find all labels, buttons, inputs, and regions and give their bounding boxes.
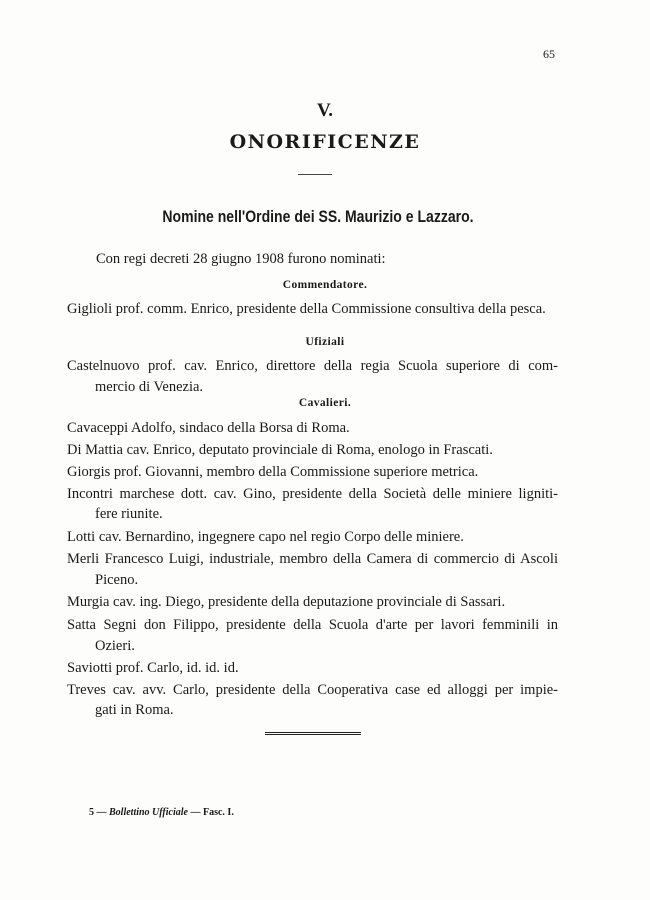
entry-line-continuation: Piceno. — [95, 572, 139, 588]
entry-line: Satta Segni don Filippo, presidente della Scuola d'arte per lavori femminili in — [67, 617, 558, 633]
entry-line: Cavaceppi Adolfo, sindaco della Borsa di Roma. — [67, 420, 350, 436]
section-heading-cavalieri: Cavalieri. — [298, 397, 352, 409]
page-footer — [89, 807, 234, 818]
entry-line-continuation: mercio di Venezia. — [95, 379, 204, 395]
entry-line-continuation: Ozieri. — [95, 638, 135, 654]
chapter-number: V. — [316, 100, 334, 121]
signature-mark: 5 — [89, 807, 94, 818]
section-heading-ufiziali: Ufiziali — [305, 336, 345, 348]
end-double-rule — [265, 732, 361, 735]
entry-line: Incontri marchese dott. cav. Gino, presidente della Società delle miniere ligniti- — [67, 486, 558, 502]
section-heading-commendatore: Commendatore. — [282, 279, 368, 291]
entry-line: Merli Francesco Luigi, industriale, membro della Camera di commercio di Ascoli — [67, 551, 558, 567]
fascicle-label: Fasc. I. — [202, 807, 234, 818]
entry-line: Treves cav. avv. Carlo, presidente della Cooperativa case ed alloggi per impie- — [67, 682, 558, 698]
entry-line: Giorgis prof. Giovanni, membro della Commissione superiore metrica. — [67, 464, 479, 480]
page-number: 65 — [543, 47, 555, 61]
publication-title: Bollettino Ufficiale — [109, 807, 188, 818]
intro-paragraph: Con regi decreti 28 giugno 1908 furono nominati: — [96, 251, 386, 267]
entry-line: Lotti cav. Bernardino, ingegnere capo nel regio Corpo delle miniere. — [67, 529, 464, 545]
section-subtitle: Nomine nell'Ordine dei SS. Maurizio e Lazzaro. — [162, 208, 474, 226]
entry-line: Castelnuovo prof. cav. Enrico, direttore della regia Scuola superiore di com- — [67, 358, 558, 374]
entry-line: Murgia cav. ing. Diego, presidente della deputazione provinciale di Sassari. — [67, 594, 506, 610]
entry-line: Di Mattia cav. Enrico, deputato provinciale di Roma, enologo in Frascati. — [67, 442, 493, 458]
footer-dash: — — [190, 807, 201, 818]
chapter-title: ONORIFICENZE — [229, 131, 421, 153]
entry-line-continuation: fere riunite. — [95, 506, 163, 522]
entry-line: Saviotti prof. Carlo, id. id. id. — [67, 660, 239, 676]
entry-line-continuation: gati in Roma. — [95, 702, 174, 718]
footer-dash: — — [96, 807, 107, 818]
entry-line: Giglioli prof. comm. Enrico, presidente della Commissione consultiva della pesca. — [67, 301, 546, 317]
title-divider — [298, 174, 332, 175]
